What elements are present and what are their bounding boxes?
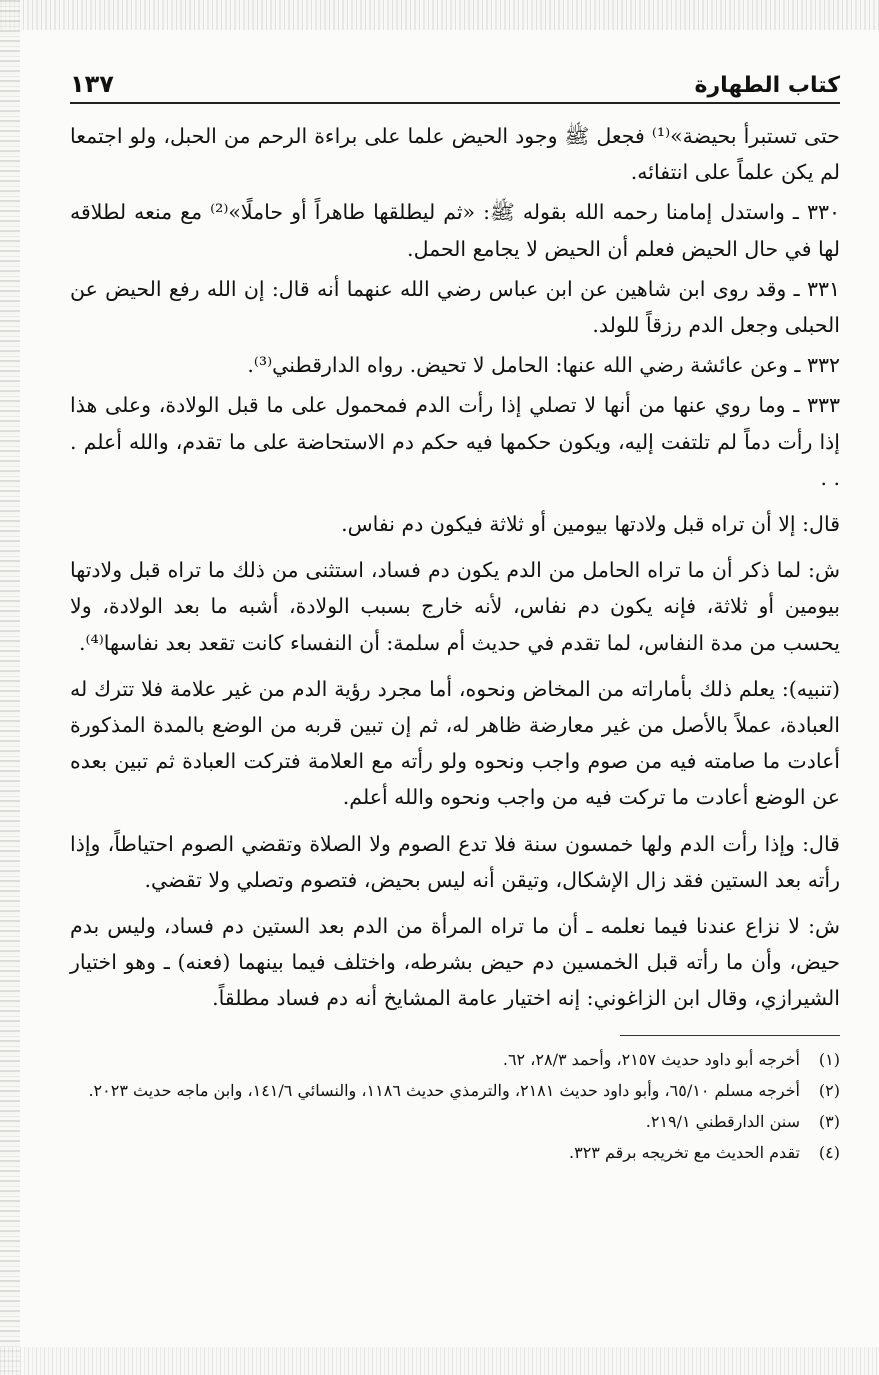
- footnote-number: (٤): [818, 1142, 840, 1162]
- paragraph: ٣٣٠ ـ واستدل إمامنا رحمه الله بقوله ﷺ: «ثم ليطلقها طاهراً أو حاملًا»⁽²⁾ مع منعه لطلاقه لها في حال الحيض فعلم أن الحيض لا يجامع الحمل.: [70, 200, 840, 261]
- paragraph: ش: لا نزاع عندنا فيما نعلمه ـ أن ما تراه المرأة من الدم بعد الستين دم فساد، وليس بدم حيض، وأن ما رأته قبل الخمسين دم حيض بشرطه، واختلف فيما بينهما (فعنه) ـ وهو اختيار الشيرازي، وقال ابن الزاغوني: إنه اختيار عامة المشايخ أنه دم فساد مطلقاً.: [70, 914, 840, 1011]
- page-number: ١٣٧: [70, 70, 114, 98]
- scan-edge-bottom: [0, 1347, 879, 1375]
- footnote-text: أخرجه مسلم ٦٥/١٠، وأبو داود حديث ٢١٨١، والترمذي حديث ١١٨٦، والنسائي ١٤١/٦، وابن ماجه حديث ٢٠٢٣.: [88, 1080, 800, 1100]
- paragraph: قال: وإذا رأت الدم ولها خمسون سنة فلا تدع الصوم ولا الصلاة وتقضي الصوم احتياطاً، وإذا رأته بعد الستين فقد زال الإشكال، وتيقن أنه ليس بحيض، فتصوم وتصلي ولا تقضي.: [70, 831, 840, 892]
- paragraph: ٣٣٢ ـ وعن عائشة رضي الله عنها: الحامل لا تحيض. رواه الدارقطني⁽³⁾.: [247, 353, 840, 378]
- footnote-text: تقدم الحديث مع تخريجه برقم ٣٢٣.: [569, 1142, 800, 1162]
- scan-edge-left: [0, 0, 20, 1375]
- footnote-text: أخرجه أبو داود حديث ٢١٥٧، وأحمد ٢٨/٣، ٦٢.: [502, 1049, 800, 1069]
- footnote-number: (١): [818, 1049, 840, 1069]
- paragraph: (تنبيه): يعلم ذلك بأماراته من المخاض ونحوه، أما مجرد رؤية الدم من غير علامة فلا تترك له العبادة، عملاً بالأصل من غير معارضة ظاهر له، ثم إن تبين قربه من الوضع بالمدة المذكورة أعادت ما صامته فيه من صوم واجب ونحوه ولو رأته مع العلامة فتركت العبادة ثم تبين بعده عن الوضع أعادت ما تركت فيه من واجب ونحوه والله أعلم.: [70, 676, 840, 810]
- footnote-text: سنن الدارقطني ٢١٩/١.: [645, 1111, 800, 1131]
- book-page: [70, 58, 840, 1348]
- scan-edge-top: [0, 0, 879, 30]
- page-header: [70, 58, 840, 104]
- paragraph: قال: إلا أن تراه قبل ولادتها بيومين أو ثلاثة فيكون دم نفاس.: [341, 512, 840, 537]
- footnote: [70, 1139, 840, 1166]
- footnote: [70, 1077, 840, 1104]
- footnote-number: (٣): [818, 1111, 840, 1131]
- paragraph: حتى تستبرأ بحيضة»⁽¹⁾ فجعل ﷺ وجود الحيض علما على براءة الرحم من الحبل، ولو اجتمعا لم يكن علماً على انتفائه.: [70, 124, 840, 185]
- footnotes: [70, 1046, 840, 1166]
- footnote-divider: [620, 1035, 840, 1036]
- paragraph: ٣٣١ ـ وقد روى ابن شاهين عن ابن عباس رضي الله عنهما أنه قال: إن الله رفع الحيض عن الحبلى وجعل الدم رزقاً للولد.: [70, 276, 840, 338]
- footnote: [70, 1108, 840, 1135]
- book-title: كتاب الطهارة: [694, 73, 840, 98]
- paragraph: ٣٣٣ ـ وما روي عنها من أنها لا تصلي إذا رأت الدم فمحمول على ما قبل الولادة، وعلى هذا إذا رأت دماً لم تلتفت إليه، ويكون حكمها فيه حكم دم الاستحاضة على ما تقدم، والله أعلم . . .: [70, 393, 840, 490]
- paragraph: ش: لما ذكر أن ما تراه الحامل من الدم يكون دم فساد، استثنى من ذلك ما تراه قبل ولادتها بيومين أو ثلاثة، فإنه يكون دم نفاس، لأنه خارج بسبب الولادة، أشبه ما بعد الولادة، ولا يحسب من مدة النفاس، لما تقدم في حديث أم سلمة: أن النفساء كانت تقعد بعد نفاسها⁽⁴⁾.: [70, 558, 840, 655]
- footnote-number: (٢): [818, 1080, 840, 1100]
- footnote: [70, 1046, 840, 1073]
- main-text: [70, 118, 840, 1017]
